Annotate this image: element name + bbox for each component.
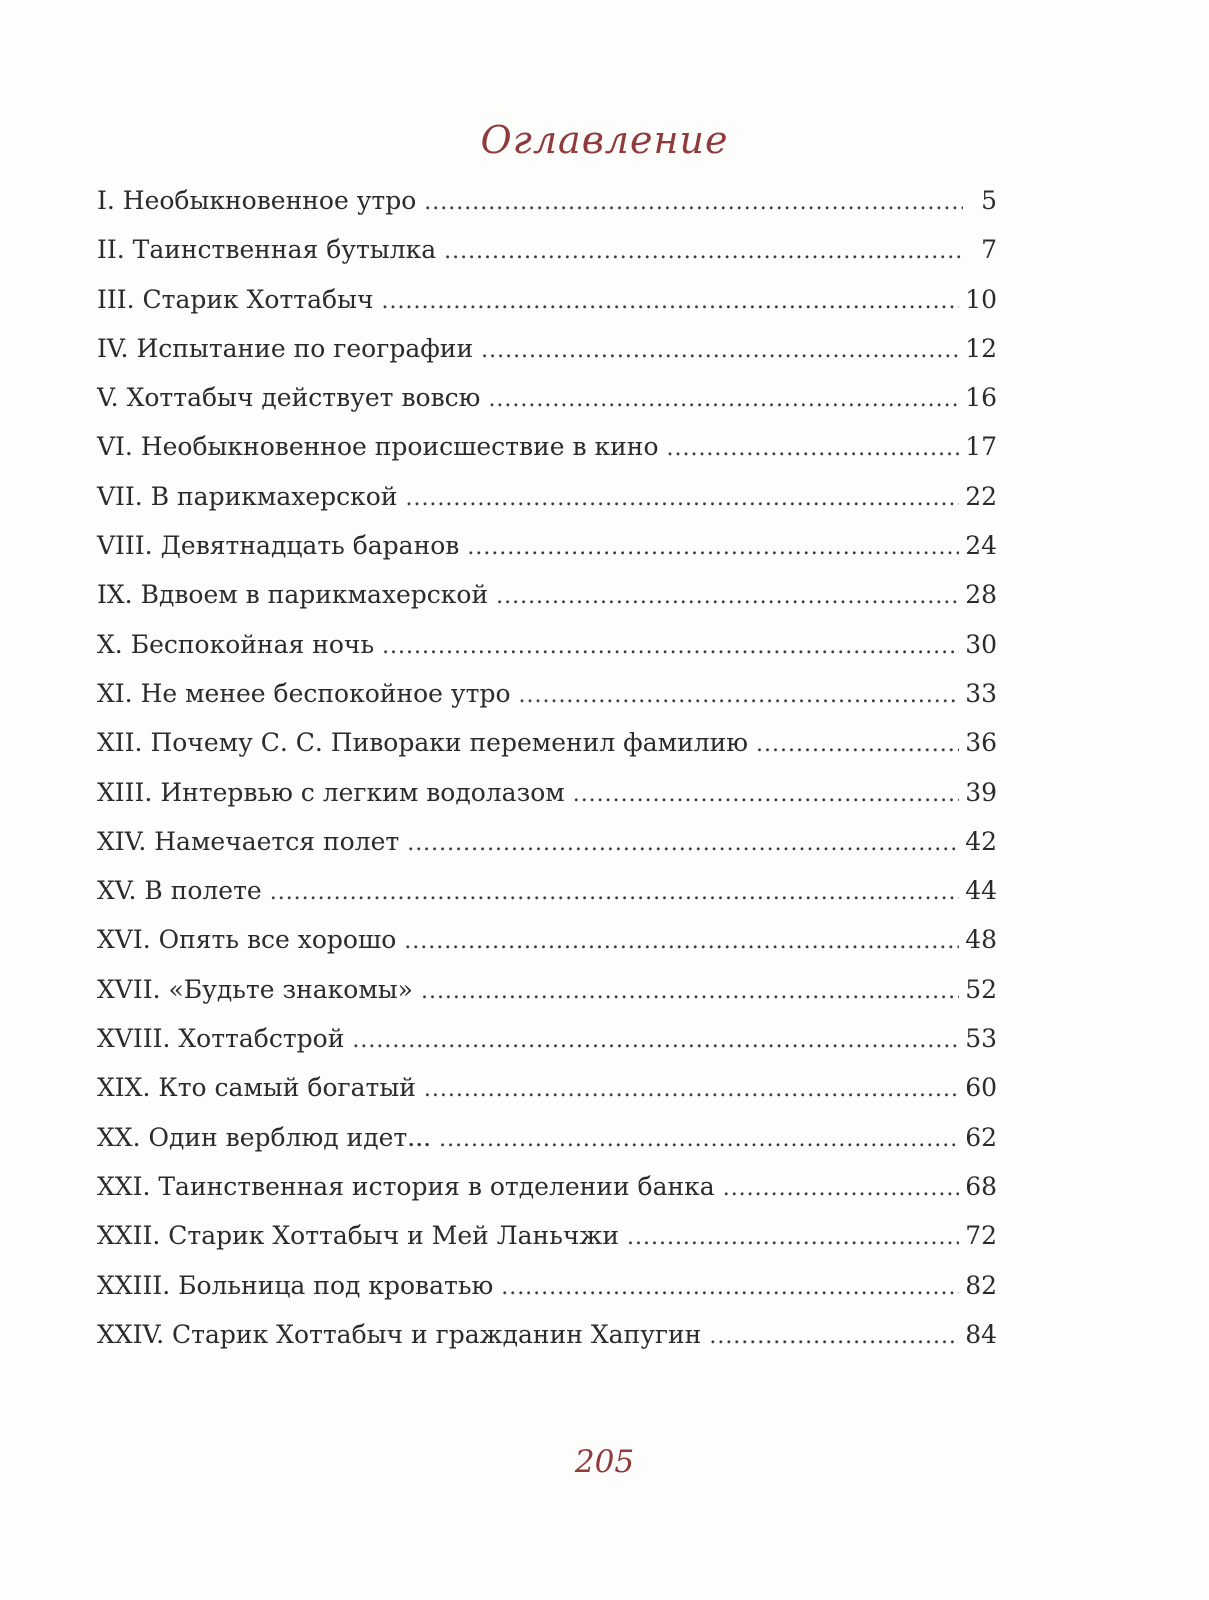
toc-entry-title: XXIV. Старик Хоттабыч и гражданин Хапугин <box>97 1319 702 1349</box>
toc-entry <box>97 1123 997 1172</box>
toc-entry <box>97 531 997 580</box>
toc-entry-title: II. Таинственная бутылка <box>97 235 437 265</box>
toc-entry <box>97 876 997 925</box>
dot-leader <box>382 634 959 659</box>
toc-entry-title: XXII. Старик Хоттабыч и Мей Ланьчжи <box>97 1221 620 1251</box>
dot-leader <box>627 1225 959 1250</box>
toc-entry <box>97 679 997 728</box>
dot-leader <box>496 584 959 609</box>
dot-leader <box>481 338 959 363</box>
toc-entry-page: 52 <box>965 974 997 1004</box>
toc-entry-page: 68 <box>965 1171 997 1201</box>
dot-leader <box>501 1275 959 1300</box>
dot-leader <box>573 782 959 807</box>
toc-entry-title: IX. Вдвоем в парикмахерской <box>97 580 489 610</box>
toc-entry-title: XVI. Опять все хорошо <box>97 925 397 955</box>
toc-entry-page: 33 <box>965 678 997 708</box>
dot-leader <box>421 979 959 1004</box>
dot-leader <box>488 387 959 412</box>
toc-entry-title: XV. В полете <box>97 876 262 906</box>
toc-entry-title: IV. Испытание по географии <box>97 333 474 363</box>
toc-entry <box>97 925 997 974</box>
toc-entry-page: 82 <box>965 1270 997 1300</box>
toc-entry-title: XVIII. Хоттабстрой <box>97 1024 345 1054</box>
dot-leader <box>709 1324 959 1349</box>
dot-leader <box>424 1077 959 1102</box>
toc-entry <box>97 1073 997 1122</box>
toc-entry-title: VIII. Девятнадцать баранов <box>97 531 460 561</box>
toc-entry <box>97 728 997 777</box>
toc-entry <box>97 1221 997 1270</box>
toc-entry-title: XVII. «Будьте знакомы» <box>97 974 413 1004</box>
toc-entry <box>97 827 997 876</box>
toc-entry-page: 10 <box>965 284 997 314</box>
toc-entry-page: 17 <box>965 432 997 462</box>
toc-entry-page: 44 <box>965 876 997 906</box>
dot-leader <box>405 486 959 511</box>
dot-leader <box>404 929 959 954</box>
dot-leader <box>756 732 959 757</box>
dot-leader <box>444 239 963 264</box>
toc-entry-title: III. Старик Хоттабыч <box>97 284 374 314</box>
toc-entry-page: 48 <box>965 925 997 955</box>
toc-entry-page: 84 <box>965 1319 997 1349</box>
toc-entry-page: 62 <box>965 1122 997 1152</box>
dot-leader <box>723 1176 959 1201</box>
page-number: 205 <box>574 1444 635 1480</box>
dot-leader <box>424 190 963 215</box>
dot-leader <box>439 1127 959 1152</box>
toc-entry-title: XI. Не менее беспокойное утро <box>97 678 511 708</box>
dot-leader <box>407 831 959 856</box>
toc-entry-page: 60 <box>965 1073 997 1103</box>
toc-entry <box>97 186 997 235</box>
dot-leader <box>519 683 960 708</box>
toc-entry-title: I. Необыкновенное утро <box>97 186 417 215</box>
toc-entry <box>97 334 997 383</box>
dot-leader <box>382 289 960 314</box>
toc-entry-page: 36 <box>965 728 997 758</box>
toc-entry-title: XII. Почему С. С. Пивораки переменил фамилию <box>97 728 749 758</box>
toc-entry <box>97 482 997 531</box>
toc-entry <box>97 1271 997 1320</box>
toc-entry <box>97 1172 997 1221</box>
dot-leader <box>667 436 960 461</box>
toc-entry <box>97 580 997 629</box>
toc-entry <box>97 383 997 432</box>
toc-entry <box>97 235 997 284</box>
toc-entry-page: 72 <box>965 1221 997 1251</box>
toc-entry <box>97 630 997 679</box>
page-title: Оглавление <box>480 118 729 162</box>
toc-entry-page: 7 <box>981 235 997 265</box>
toc-entry-page: 12 <box>965 333 997 363</box>
table-of-contents <box>97 186 997 1369</box>
toc-entry-title: V. Хоттабыч действует вовсю <box>97 383 481 413</box>
toc-entry-page: 42 <box>965 826 997 856</box>
toc-entry-title: X. Беспокойная ночь <box>97 629 375 659</box>
toc-entry <box>97 778 997 827</box>
toc-entry-page: 24 <box>965 531 997 561</box>
toc-entry <box>97 285 997 334</box>
toc-entry-title: XIV. Намечается полет <box>97 826 400 856</box>
toc-entry <box>97 1024 997 1073</box>
toc-entry-page: 30 <box>965 629 997 659</box>
toc-entry-page: 5 <box>981 186 997 215</box>
toc-entry-page: 39 <box>965 777 997 807</box>
toc-entry-page: 22 <box>965 481 997 511</box>
toc-entry-title: XX. Один верблюд идет... <box>97 1122 432 1152</box>
toc-entry-title: XIX. Кто самый богатый <box>97 1073 416 1103</box>
toc-entry-title: XXIII. Больница под кроватью <box>97 1270 494 1300</box>
toc-entry <box>97 432 997 481</box>
toc-entry-title: XXI. Таинственная история в отделении банка <box>97 1171 715 1201</box>
toc-entry-title: XIII. Интервью с легким водолазом <box>97 777 565 807</box>
toc-entry-page: 16 <box>965 383 997 413</box>
toc-entry-title: VI. Необыкновенное происшествие в кино <box>97 432 659 462</box>
dot-leader <box>352 1028 959 1053</box>
toc-entry <box>97 1320 997 1369</box>
dot-leader <box>467 535 959 560</box>
toc-entry-title: VII. В парикмахерской <box>97 481 398 511</box>
dot-leader <box>270 880 959 905</box>
toc-entry-page: 53 <box>965 1024 997 1054</box>
toc-entry <box>97 975 997 1024</box>
toc-entry-page: 28 <box>965 580 997 610</box>
